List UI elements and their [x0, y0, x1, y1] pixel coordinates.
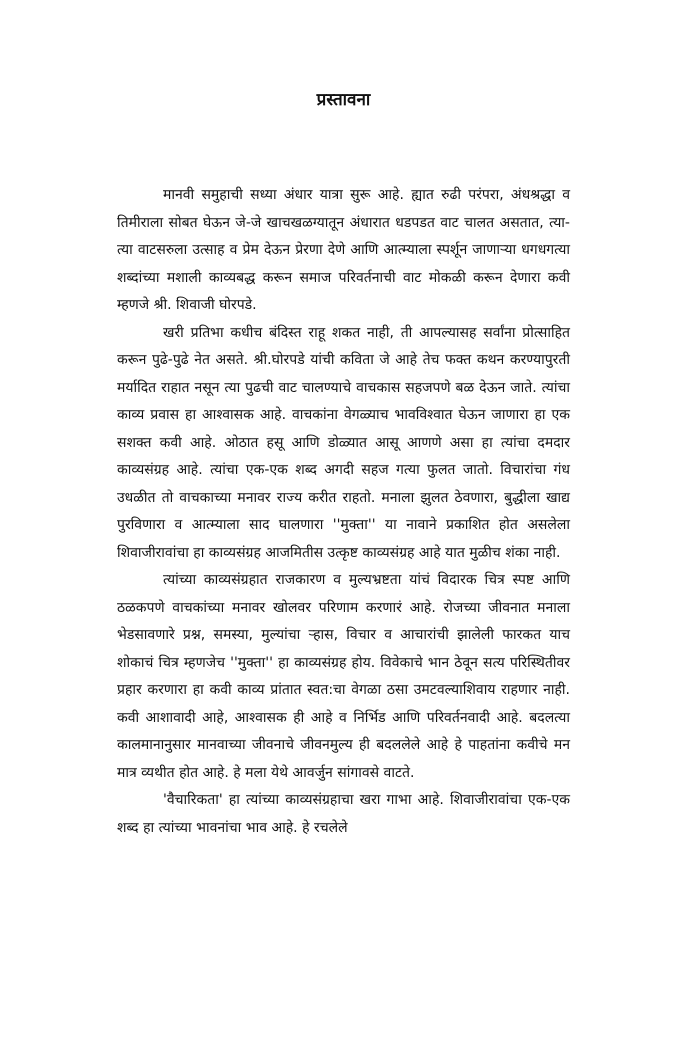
paragraph-2: खरी प्रतिभा कधीच बंदिस्त राहू शकत नाही, ती आपल्यासह सर्वांना प्रोत्साहित करून पुढे-पुढे नेत असते. श्री.घोरपडे यांची कविता जे आहे तेच फक्त कथन करण्यापुरती मर्यादित राहात नसून त्या पुढची वाट चालण्याचे वाचकास सहजपणे बळ देऊन जाते. त्यांचा काव्य प्रवास हा आश्वासक आहे. वाचकांना वेगळ्याच भावविश्वात घेऊन जाणारा हा एक सशक्त कवी आहे. ओठात हसू आणि डोळ्यात आसू आणणे असा हा त्यांचा दमदार काव्यसंग्रह आहे. त्यांचा एक-एक शब्द अगदी सहज गत्या फुलत जातो. विचारांचा गंध उधळीत तो वाचकाच्या मनावर राज्य करीत राहतो. मनाला झुलत ठेवणारा, बुद्धीला खाद्य पुरविणारा व आत्म्याला साद घालणारा ''मुक्ता'' या नावाने प्रकाशित होत असलेला शिवाजीरावांचा हा काव्यसंग्रह आजमितीस उत्कृष्ट काव्यसंग्रह आहे यात मुळीच शंका नाही. — [117, 324, 570, 561]
paragraph-3: त्यांच्या काव्यसंग्रहात राजकारण व मुल्यभ्रष्टता यांचं विदारक चित्र स्पष्ट आणि ठळकपणे वाचकांच्या मनावर खोलवर परिणाम करणारं आहे. रोजच्या जीवनात मनाला भेडसावणारे प्रश्न, समस्या, मुल्यांचा ऱ्हास, विचार व आचारांची झालेली फारकत याच शोकाचं चित्र म्हणजेच ''मुक्ता'' हा काव्यसंग्रह होय. विवेकाचे भान ठेवून सत्य परिस्थितीवर प्रहार करणारा हा कवी काव्य प्रांतात स्वत:चा वेगळा ठसा उमटवल्याशिवाय राहणार नाही. कवी आशावादी आहे, आश्वासक ही आहे व निर्भिड आणि परिवर्तनवादी आहे. बदलत्या कालमानानुसार मानवाच्या जीवनाचे जीवनमुल्य ही बदललेले आहे हे पाहतांना कवीचे मन मात्र व्यथीत होत आहे. हे मला येथे आवर्जुन सांगावसे वाटते. — [117, 572, 570, 781]
page-title: प्रस्तावना — [316, 90, 371, 110]
paragraph-4: 'वैचारिकता' हा त्यांच्या काव्यसंग्रहाचा खरा गाभा आहे. शिवाजीरावांचा एक-एक शब्द हा त्यांच्या भावनांचा भाव आहे. हे रचलेले — [117, 792, 570, 836]
document-page — [117, 88, 570, 842]
paragraph-1: मानवी समुहाची सध्या अंधार यात्रा सुरू आहे. ह्यात रुढी परंपरा, अंधश्रद्धा व तिमीराला सोबत घेऊन जे-जे खाचखळग्यातून अंधारात धडपडत वाट चालत असतात, त्या-त्या वाटसरुला उत्साह व प्रेम देऊन प्रेरणा देणे आणि आत्म्याला स्पर्शून जाणाऱ्या धगधगत्या शब्दांच्या मशाली काव्यबद्ध करून समाज परिवर्तनाची वाट मोकळी करून देणारा कवी म्हणजे श्री. शिवाजी घोरपडे. — [117, 187, 570, 313]
